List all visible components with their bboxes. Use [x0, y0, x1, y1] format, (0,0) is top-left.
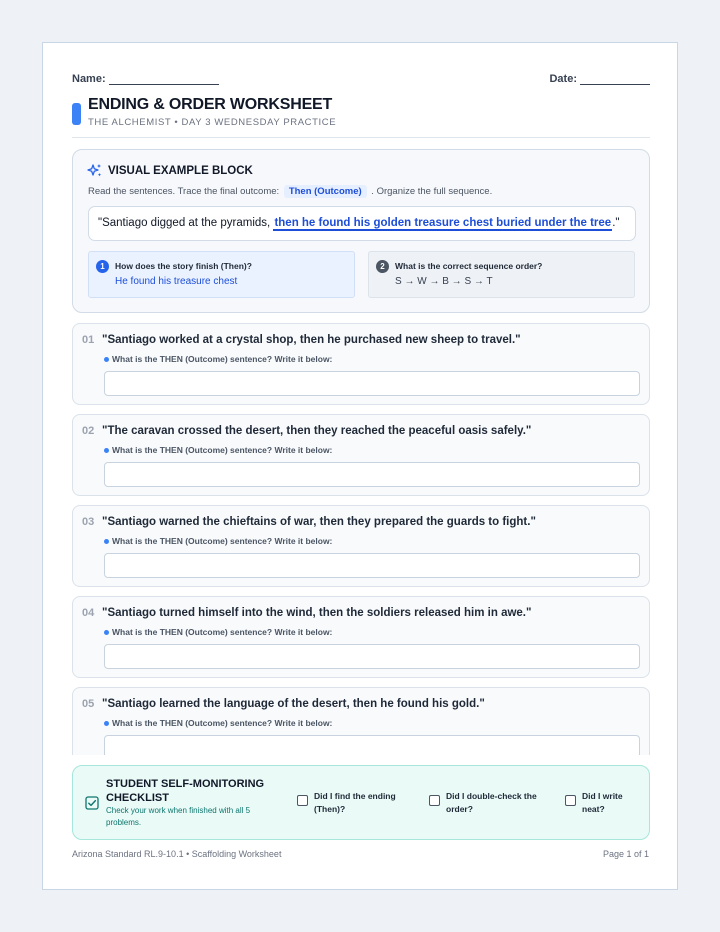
- number-badge: 1: [96, 260, 109, 273]
- problem-sentence: "Santiago warned the chieftains of war, then they prepared the guards to fight.": [102, 516, 536, 528]
- checkbox[interactable]: [565, 795, 576, 806]
- checklist-subtitle: Check your work when finished with all 5 problems.: [106, 806, 251, 827]
- self-monitoring-checklist: [72, 765, 650, 840]
- problem-sentence: "Santiago learned the language of the desert, then he found his gold.": [102, 698, 485, 710]
- footer-page-number: Page 1 of 1: [602, 849, 649, 859]
- answer-text: S → W → B → S → T: [395, 276, 493, 287]
- name-field[interactable]: [72, 73, 219, 85]
- problem-number: 05: [82, 698, 95, 710]
- problem-sentence: "Santiago turned himself into the wind, then the soldiers released him in awe.": [102, 607, 532, 619]
- bullet-dot: [104, 539, 109, 544]
- sentence-then-clause: then he found his golden treasure chest buried under the tree: [274, 217, 612, 229]
- checkbox[interactable]: [429, 795, 440, 806]
- answer-input[interactable]: [104, 644, 640, 669]
- bullet-dot: [104, 721, 109, 726]
- then-outcome-highlight: Then (Outcome): [284, 185, 367, 198]
- problem-prompt: What is the THEN (Outcome) sentence? Write it below:: [112, 354, 333, 364]
- answer-input[interactable]: [104, 553, 640, 578]
- checkbox[interactable]: [297, 795, 308, 806]
- problem-sentence: "Santiago worked at a crystal shop, then he purchased new sheep to travel.": [102, 334, 521, 346]
- sentence-start: "Santiago digged at the pyramids,: [98, 217, 271, 229]
- answer-input[interactable]: [104, 735, 640, 755]
- question-text: What is the correct sequence order?: [395, 261, 543, 271]
- problem-card-3: [72, 505, 650, 587]
- problem-card-1: [72, 323, 650, 405]
- example-sentence: [88, 206, 636, 241]
- problem-sentence: "The caravan crossed the desert, then they reached the peaceful oasis safely.": [102, 425, 532, 437]
- page-subtitle: THE ALCHEMIST • DAY 3 WEDNESDAY PRACTICE: [88, 117, 337, 128]
- problem-card-4: [72, 596, 650, 678]
- problem-prompt: What is the THEN (Outcome) sentence? Write it below:: [112, 627, 333, 637]
- instructions-end: . Organize the full sequence.: [371, 186, 493, 197]
- problem-card-2: [72, 414, 650, 496]
- name-label: Name:: [72, 73, 106, 85]
- problem-prompt: What is the THEN (Outcome) sentence? Write it below:: [112, 445, 333, 455]
- problem-number: 01: [82, 334, 95, 346]
- name-line: [109, 75, 219, 85]
- instructions-start: Read the sentences. Trace the final outcome:: [88, 186, 280, 197]
- worksheet-page: [42, 42, 678, 890]
- sentence-end: .": [612, 217, 620, 229]
- checklist-item-label: Did I write neat?: [582, 791, 623, 814]
- date-field[interactable]: [549, 73, 650, 85]
- example-title: VISUAL EXAMPLE BLOCK: [108, 165, 253, 177]
- sparkles-icon: [87, 163, 103, 179]
- title-accent-bar: [72, 103, 81, 125]
- date-line: [580, 75, 650, 85]
- problem-card-5: [72, 687, 650, 755]
- checklist-title: STUDENT SELF-MONITORING CHECKLIST: [106, 778, 265, 804]
- problem-number: 03: [82, 516, 95, 528]
- checkbox-checked-icon: [85, 796, 99, 810]
- bullet-dot: [104, 357, 109, 362]
- problem-prompt: What is the THEN (Outcome) sentence? Write it below:: [112, 718, 333, 728]
- problem-number: 02: [82, 425, 95, 437]
- problem-prompt: What is the THEN (Outcome) sentence? Write it below:: [112, 536, 333, 546]
- answer-text: He found his treasure chest: [115, 276, 238, 287]
- answer-input[interactable]: [104, 462, 640, 487]
- bullet-dot: [104, 448, 109, 453]
- visual-example-block: [72, 149, 650, 313]
- bullet-dot: [104, 630, 109, 635]
- checklist-item-label: Did I find the ending (Then)?: [314, 791, 396, 814]
- question-text: How does the story finish (Then)?: [115, 261, 252, 271]
- number-badge: 2: [376, 260, 389, 273]
- example-instructions: [88, 186, 492, 197]
- problem-number: 04: [82, 607, 95, 619]
- header-divider: [72, 137, 650, 138]
- problem-list: [72, 323, 650, 755]
- checklist-item-label: Did I double-check the order?: [446, 791, 537, 814]
- page-title: ENDING & ORDER WORKSHEET: [88, 96, 333, 113]
- answer-input[interactable]: [104, 371, 640, 396]
- name-date-row: [72, 73, 650, 87]
- example-question-2: [368, 251, 635, 298]
- footer-standard: Arizona Standard RL.9-10.1 • Scaffolding Worksheet: [72, 849, 282, 859]
- date-label: Date:: [549, 73, 577, 85]
- example-question-1: [88, 251, 355, 298]
